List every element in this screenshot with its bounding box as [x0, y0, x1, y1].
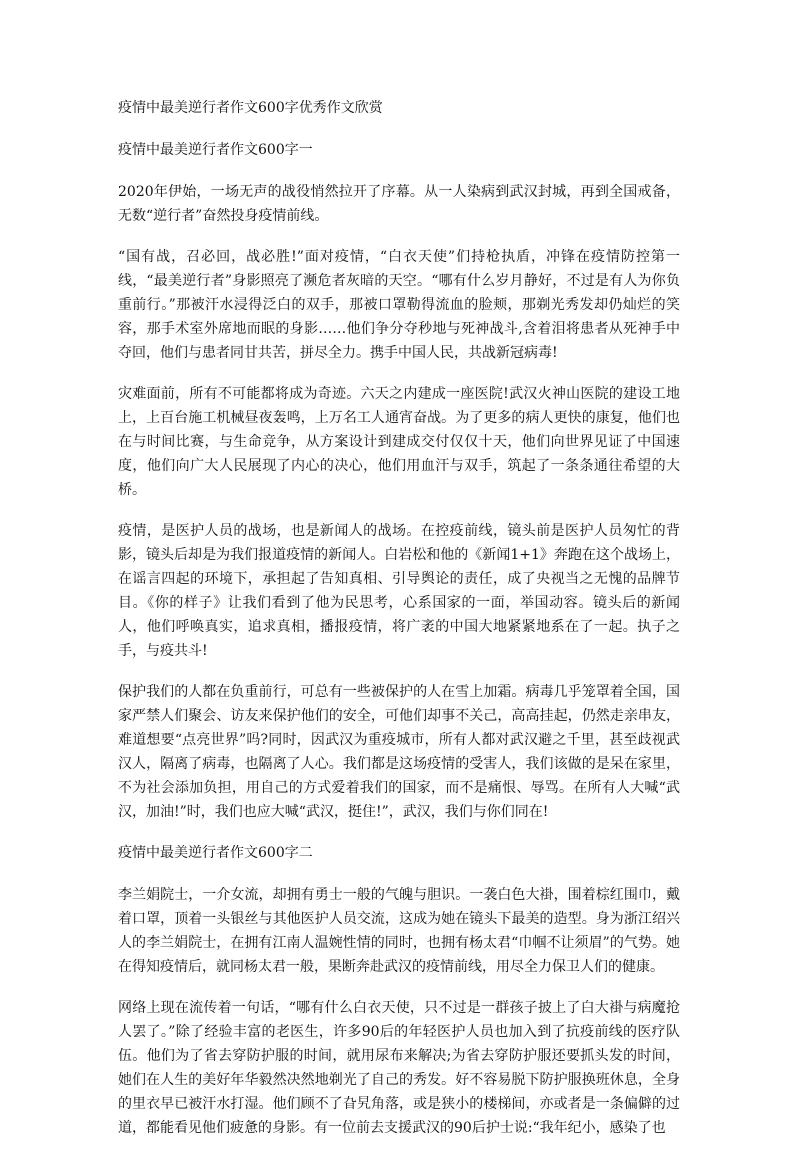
paragraph: 2020年伊始，一场无声的战役悄然拉开了序幕。从一人染病到武汉封城，再到全国戒备，无数“逆行者”奋然投身疫情前线。	[118, 184, 680, 224]
paragraph: 疫情，是医护人员的战场，也是新闻人的战场。在控疫前线，镜头前是医护人员匆忙的背影，镜头后却是为我们报道疫情的新闻人。白岩松和他的《新闻1+1》奔跑在这个战场上，在谣言四起的环境下，承担起了告知真相、引导舆论的责任，成了央视当之无愧的品牌节目。《你的样子》让我们看到了他为民思考，心系国家的一面，举国动容。镜头后的新闻人，他们呼唤真实，追求真相，播报疫情，将广袤的中国大地紧紧地系在了一起。执子之手，与疫共斗!	[118, 523, 680, 659]
document-page	[118, 96, 680, 1157]
section-heading: 疫情中最美逆行者作文600字二	[118, 845, 313, 861]
paragraph: 李兰娟院士，一介女流，却拥有勇士一般的气魄与胆识。一袭白色大褂，围着棕红围巾，戴着口罩，顶着一头银丝与其他医护人员交流，这成为她在镜头下最美的造型。身为浙江绍兴人的李兰娟院士，在拥有江南人温婉性情的同时，也拥有杨太君“巾帼不让须眉”的气势。她在得知疫情后，就同杨太君一般，果断奔赴武汉的疫情前线，用尽全力保卫人们的健康。	[118, 887, 680, 975]
paragraph: 保护我们的人都在负重前行，可总有一些被保护的人在雪上加霜。病毒几乎笼罩着全国，国家严禁人们聚会、访友来保护他们的安全，可他们却事不关己，高高挂起，仍然走亲串友，难道想要“点亮世界”吗?同时，因武汉为重疫城市，所有人都对武汉避之千里，甚至歧视武汉人，隔离了病毒，也隔离了人心。我们都是这场疫情的受害人，我们该做的是呆在家里，不为社会添加负担，用自己的方式爱着我们的国家，而不是痛恨、辱骂。在所有人大喊“武汉，加油!”时，我们也应大喊“武汉，挺住!”，武汉，我们与你们同在!	[118, 684, 680, 820]
document-title: 疫情中最美逆行者作文600字优秀作文欣赏	[118, 100, 383, 116]
section-heading: 疫情中最美逆行者作文600字一	[118, 142, 313, 158]
paragraph: 灾难面前，所有不可能都将成为奇迹。六天之内建成一座医院!武汉火神山医院的建设工地上，上百台施工机械昼夜轰鸣，上万名工人通宵奋战。为了更多的病人更快的康复，他们也在与时间比赛，与生命竞争，从方案设计到建成交付仅仅十天，他们向世界见证了中国速度，他们向广大人民展现了内心的决心，他们用血汗与双手，筑起了一条条通往希望的大桥。	[118, 386, 680, 498]
paragraph: 网络上现在流传着一句话，“哪有什么白衣天使，只不过是一群孩子披上了白大褂与病魔抢人罢了。”除了经验丰富的老医生，许多90后的年轻医护人员也加入到了抗疫前线的医疗队伍。他们为了省去穿防护服的时间，就用尿布来解决;为省去穿防护服还要抓头发的时间，她们在人生的美好年华毅然决然地剃光了自己的秀发。好不容易脱下防护服换班休息，全身的里衣早已被汗水打湿。他们顾不了旮旯角落，或是狭小的楼梯间，亦或者是一条偏僻的过道，都能看见他们疲惫的身影。有一位前去支援武汉的90后护士说:“我年纪小，感染了也	[118, 1000, 680, 1136]
paragraph: “国有战，召必回，战必胜!”面对疫情，“白衣天使”们持枪执盾，冲锋在疫情防控第一线，“最美逆行者”身影照亮了濒危者灰暗的天空。“哪有什么岁月静好，不过是有人为你负重前行。”那被汗水浸得泛白的双手，那被口罩勒得流血的脸颊，那剃光秀发却仍灿烂的笑容，那手术室外席地而眠的身影……他们争分夺秒地与死神战斗,含着泪将患者从死神手中夺回，他们与患者同甘共苦，拼尽全力。携手中国人民，共战新冠病毒!	[118, 249, 680, 361]
